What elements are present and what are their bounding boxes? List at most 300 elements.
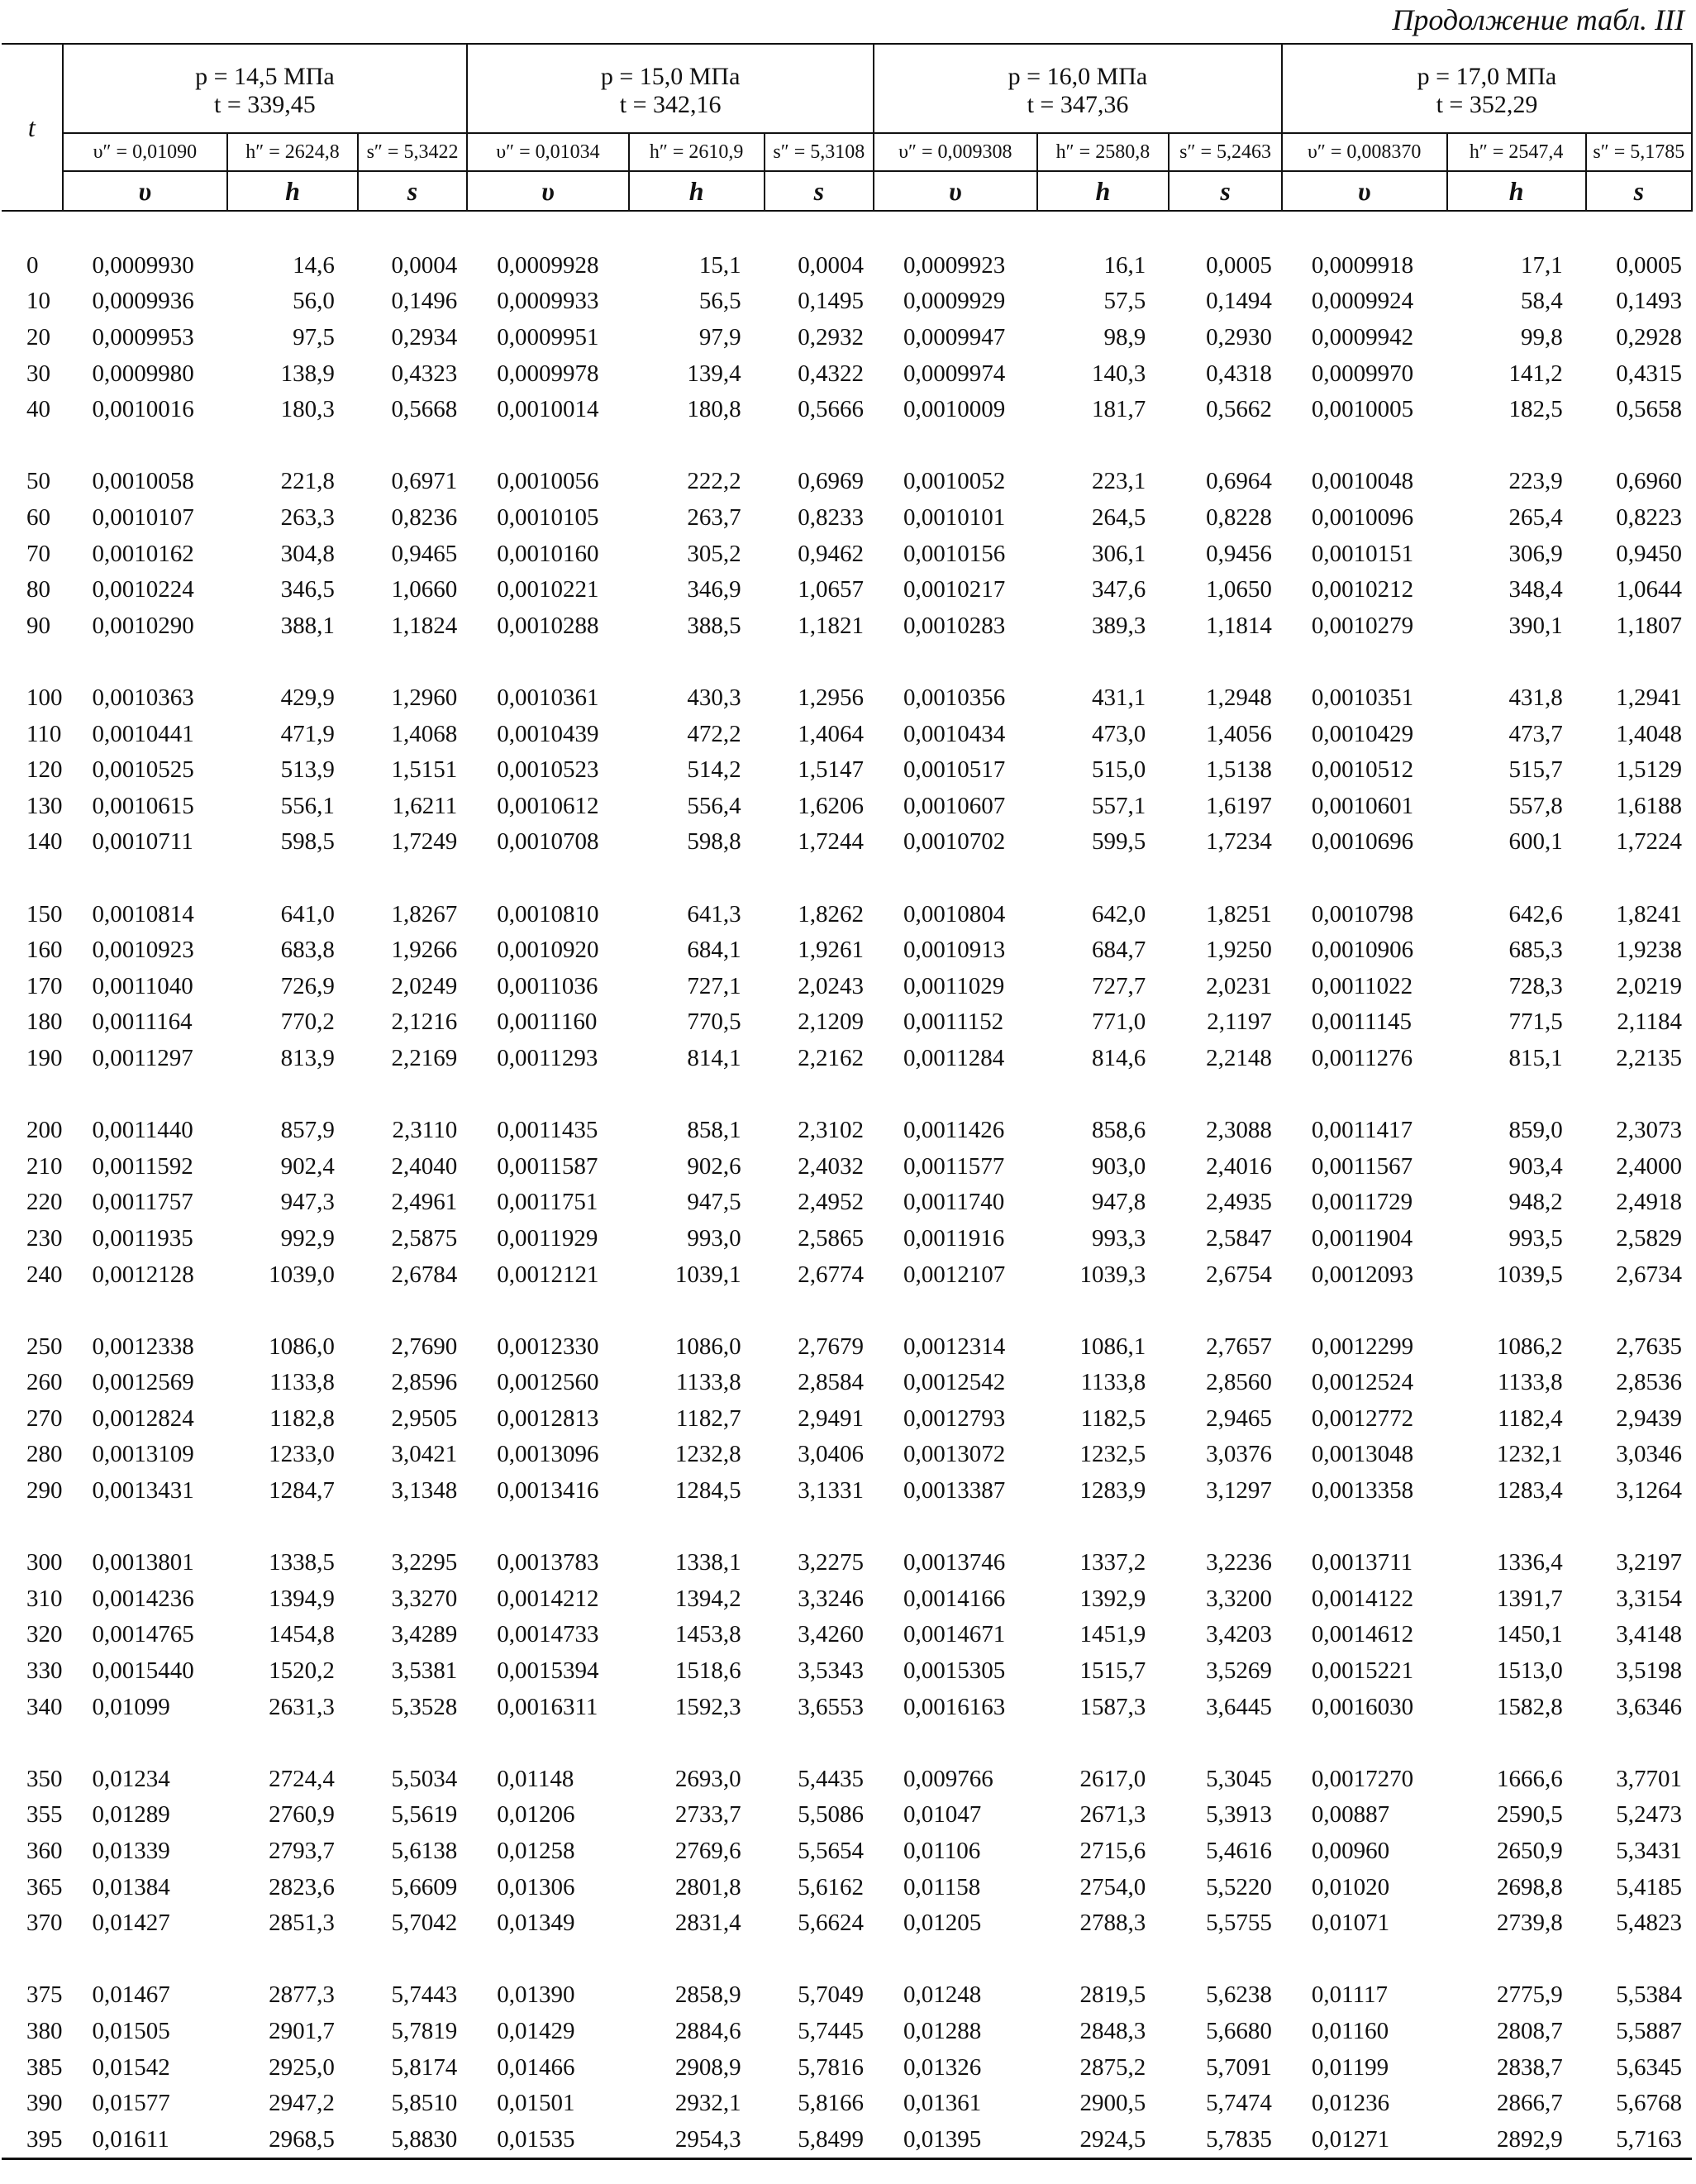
s-value: 5,7042 — [391, 1910, 458, 1937]
h-value: 430,3 — [687, 684, 741, 712]
s-value: 1,1821 — [798, 612, 865, 639]
v-value: 0,01429 — [497, 2017, 575, 2044]
group-spacer — [2, 428, 1692, 465]
h-value: 993,0 — [687, 1224, 741, 1252]
v-value: 0,0015394 — [497, 1657, 599, 1685]
h-value: 1182,7 — [675, 1404, 741, 1432]
table-row — [2, 284, 1692, 320]
col-s: s — [1586, 171, 1692, 211]
pressure-label: p = 16,0 МПа — [874, 44, 1282, 91]
h-value: 1283,4 — [1496, 1477, 1563, 1504]
v-value: 0,01542 — [92, 2053, 170, 2081]
h-value: 683,8 — [280, 937, 335, 964]
h-value: 16,1 — [1103, 251, 1146, 279]
h-value: 471,9 — [280, 720, 335, 747]
sat-s: s″ = 5,2463 — [1169, 133, 1282, 171]
s-value: 3,2295 — [391, 1549, 458, 1576]
table-row — [2, 824, 1692, 861]
s-value: 0,0005 — [1206, 251, 1272, 279]
v-value: 0,0011036 — [497, 972, 598, 999]
s-value: 0,4322 — [798, 360, 865, 387]
v-value: 0,0010906 — [1311, 937, 1414, 964]
sat-v: υ″ = 0,01034 — [467, 133, 628, 171]
t-value: 240 — [26, 1261, 63, 1288]
h-value: 857,9 — [280, 1117, 335, 1144]
s-value: 5,7443 — [391, 1981, 458, 2009]
s-value: 0,9456 — [1206, 540, 1272, 567]
s-value: 5,5034 — [391, 1765, 458, 1792]
s-value: 3,0346 — [1616, 1441, 1682, 1468]
pressure-label: p = 14,5 МПа — [63, 44, 468, 91]
h-value: 2908,9 — [674, 2053, 741, 2081]
v-value: 0,0011417 — [1311, 1117, 1413, 1144]
s-value: 5,7091 — [1206, 2053, 1272, 2081]
v-value: 0,0012330 — [497, 1333, 599, 1360]
s-value: 3,4148 — [1616, 1621, 1682, 1648]
v-value: 0,01234 — [92, 1765, 170, 1792]
v-value: 0,0010607 — [903, 792, 1006, 819]
h-value: 684,1 — [687, 937, 741, 964]
h-value: 17,1 — [1520, 251, 1563, 279]
h-value: 2848,3 — [1079, 2017, 1146, 2044]
h-value: 264,5 — [1092, 504, 1146, 532]
sat-h: h″ = 2547,4 — [1447, 133, 1586, 171]
h-value: 139,4 — [687, 360, 741, 387]
col-s: s — [1169, 171, 1282, 211]
group-spacer — [2, 211, 1692, 248]
s-value: 5,4435 — [798, 1765, 865, 1792]
table-row — [2, 355, 1692, 392]
v-value: 0,01258 — [497, 1838, 575, 1865]
h-value: 222,2 — [687, 468, 741, 495]
table-row — [2, 2014, 1692, 2050]
table-row — [2, 536, 1692, 572]
s-value: 2,0219 — [1616, 972, 1682, 999]
s-value: 2,2162 — [798, 1044, 865, 1071]
t-value: 150 — [26, 900, 63, 927]
s-value: 5,2473 — [1616, 1801, 1682, 1829]
s-value: 0,6971 — [391, 468, 458, 495]
sat-v: υ″ = 0,01090 — [63, 133, 228, 171]
col-s: s — [765, 171, 874, 211]
h-value: 2793,7 — [269, 1838, 335, 1865]
h-value: 515,0 — [1092, 756, 1146, 784]
v-value: 0,0010356 — [903, 684, 1006, 712]
h-value: 2788,3 — [1079, 1910, 1146, 1937]
s-value: 1,7234 — [1206, 828, 1272, 856]
h-value: 642,6 — [1508, 900, 1563, 927]
v-value: 0,0013096 — [497, 1441, 599, 1468]
table-row — [2, 1473, 1692, 1509]
v-value: 0,00887 — [1311, 1801, 1390, 1829]
h-value: 902,4 — [280, 1152, 335, 1180]
t-value: 70 — [26, 540, 50, 567]
v-value: 0,0013431 — [92, 1477, 194, 1504]
table-row — [2, 1689, 1692, 1725]
v-value: 0,0011740 — [903, 1189, 1005, 1216]
v-value: 0,0009953 — [92, 324, 194, 351]
saturation-temp: t = 347,36 — [874, 91, 1282, 133]
v-value: 0,0011160 — [497, 1009, 598, 1036]
s-value: 1,9266 — [391, 937, 458, 964]
s-value: 0,5662 — [1206, 396, 1272, 423]
v-value: 0,0014671 — [903, 1621, 1006, 1648]
h-value: 727,7 — [1092, 972, 1146, 999]
h-value: 472,2 — [687, 720, 741, 747]
t-value: 20 — [26, 324, 50, 351]
h-value: 771,0 — [1092, 1009, 1146, 1036]
v-value: 0,0009951 — [497, 324, 599, 351]
group-spacer — [2, 1942, 1692, 1978]
v-value: 0,0017270 — [1311, 1765, 1414, 1792]
v-value: 0,0009978 — [497, 360, 599, 387]
h-value: 2838,7 — [1496, 2053, 1563, 2081]
h-value: 2801,8 — [674, 1873, 741, 1900]
s-value: 5,7819 — [391, 2017, 458, 2044]
spacer-cell — [2, 1293, 1692, 1329]
s-value: 2,6784 — [391, 1261, 458, 1288]
h-value: 347,6 — [1092, 576, 1146, 603]
s-value: 5,7474 — [1206, 2090, 1272, 2117]
s-value: 5,7049 — [798, 1981, 865, 2009]
v-value: 0,0016163 — [903, 1693, 1006, 1720]
h-value: 1513,0 — [1496, 1657, 1563, 1685]
s-value: 5,6162 — [798, 1873, 865, 1900]
table-row — [2, 1905, 1692, 1942]
t-value: 280 — [26, 1441, 63, 1468]
table-row — [2, 932, 1692, 969]
h-value: 641,3 — [687, 900, 741, 927]
v-value: 0,01349 — [497, 1910, 575, 1937]
v-value: 0,0010363 — [92, 684, 194, 712]
spacer-cell — [2, 861, 1692, 897]
v-value: 0,01289 — [92, 1801, 170, 1829]
h-value: 514,2 — [687, 756, 741, 784]
s-value: 3,5198 — [1616, 1657, 1682, 1685]
s-value: 3,3270 — [391, 1585, 458, 1612]
h-value: 770,5 — [687, 1009, 741, 1036]
v-value: 0,0010798 — [1311, 900, 1414, 927]
v-value: 0,0012128 — [92, 1261, 194, 1288]
s-value: 5,6345 — [1616, 2053, 1682, 2081]
h-value: 2671,3 — [1079, 1801, 1146, 1829]
s-value: 2,6774 — [798, 1261, 865, 1288]
table-row — [2, 464, 1692, 500]
h-value: 858,6 — [1092, 1117, 1146, 1144]
h-value: 431,1 — [1092, 684, 1146, 712]
s-value: 1,7244 — [798, 828, 865, 856]
s-value: 3,3200 — [1206, 1585, 1272, 1612]
v-value: 0,009766 — [903, 1765, 993, 1792]
table-row — [2, 1365, 1692, 1401]
h-value: 2819,5 — [1079, 1981, 1146, 2009]
page-header: Продолжение табл. III — [1392, 3, 1684, 36]
h-value: 97,9 — [698, 324, 741, 351]
v-value: 0,0010523 — [497, 756, 599, 784]
s-value: 2,4000 — [1616, 1152, 1682, 1180]
h-value: 181,7 — [1092, 396, 1146, 423]
t-value: 160 — [26, 937, 63, 964]
table-row — [2, 1545, 1692, 1581]
h-value: 2851,3 — [269, 1910, 335, 1937]
spacer-cell — [2, 1076, 1692, 1113]
h-value: 2698,8 — [1496, 1873, 1563, 1900]
table-row — [2, 320, 1692, 356]
h-value: 770,2 — [280, 1009, 335, 1036]
v-value: 0,0010708 — [497, 828, 599, 856]
v-value: 0,0012338 — [92, 1333, 194, 1360]
h-value: 727,1 — [687, 972, 741, 999]
v-value: 0,01501 — [497, 2090, 575, 2117]
s-value: 5,3528 — [391, 1693, 458, 1720]
h-value: 2775,9 — [1496, 1981, 1563, 2009]
v-value: 0,0010221 — [497, 576, 599, 603]
v-value: 0,0010361 — [497, 684, 599, 712]
t-value: 270 — [26, 1404, 63, 1432]
t-value: 230 — [26, 1224, 63, 1252]
h-value: 903,4 — [1508, 1152, 1563, 1180]
s-value: 0,2934 — [391, 324, 458, 351]
s-value: 3,4260 — [798, 1621, 865, 1648]
s-value: 0,2928 — [1616, 324, 1682, 351]
v-value: 0,0009980 — [92, 360, 194, 387]
table-header — [2, 44, 1692, 211]
s-value: 0,8236 — [391, 504, 458, 532]
h-value: 180,3 — [280, 396, 335, 423]
v-value: 0,0010048 — [1311, 468, 1414, 495]
h-value: 1232,5 — [1079, 1441, 1146, 1468]
h-value: 598,5 — [280, 828, 335, 856]
v-value: 0,0010512 — [1311, 756, 1414, 784]
s-value: 0,1493 — [1616, 288, 1682, 315]
v-value: 0,0010288 — [497, 612, 599, 639]
table-row — [2, 716, 1692, 752]
h-value: 557,1 — [1092, 792, 1146, 819]
h-value: 1284,7 — [269, 1477, 335, 1504]
t-value: 10 — [26, 288, 50, 315]
table-row — [2, 1221, 1692, 1257]
s-value: 5,8499 — [765, 2121, 874, 2158]
h-value: 2875,2 — [1079, 2053, 1146, 2081]
v-value: 0,0011916 — [903, 1224, 1005, 1252]
s-value: 1,1807 — [1616, 612, 1682, 639]
h-value: 99,8 — [1520, 324, 1563, 351]
t-value: 330 — [26, 1657, 63, 1685]
s-value: 2,4918 — [1616, 1189, 1682, 1216]
v-value: 0,0009928 — [497, 251, 599, 279]
s-value: 1,2956 — [798, 684, 865, 712]
v-value: 0,01271 — [1282, 2121, 1447, 2158]
s-value: 2,4935 — [1206, 1189, 1272, 1216]
group-spacer — [2, 644, 1692, 680]
s-value: 3,6445 — [1206, 1693, 1272, 1720]
t-value: 110 — [26, 720, 62, 747]
s-value: 2,0243 — [798, 972, 865, 999]
s-value: 1,0660 — [391, 576, 458, 603]
h-value: 2808,7 — [1496, 2017, 1563, 2044]
v-value: 0,0010101 — [903, 504, 1006, 532]
h-value: 1233,0 — [269, 1441, 335, 1468]
h-value: 598,8 — [687, 828, 741, 856]
s-value: 5,7816 — [798, 2053, 865, 2081]
table-row — [2, 896, 1692, 932]
v-value: 0,0009924 — [1311, 288, 1414, 315]
v-value: 0,01206 — [497, 1801, 575, 1829]
table-row — [2, 789, 1692, 825]
v-value: 0,0011587 — [497, 1152, 598, 1180]
h-value: 2617,0 — [1079, 1765, 1146, 1792]
s-value: 3,0406 — [798, 1441, 865, 1468]
s-value: 0,2930 — [1206, 324, 1272, 351]
v-value: 0,01395 — [874, 2121, 1037, 2158]
s-value: 5,3913 — [1206, 1801, 1272, 1829]
t-value: 130 — [26, 792, 63, 819]
s-value: 2,4961 — [391, 1189, 458, 1216]
h-value: 641,0 — [280, 900, 335, 927]
s-value: 3,4203 — [1206, 1621, 1272, 1648]
t-value: 0 — [26, 251, 39, 279]
s-value: 5,6238 — [1206, 1981, 1272, 2009]
h-value: 1454,8 — [269, 1621, 335, 1648]
t-value: 310 — [26, 1585, 63, 1612]
h-value: 2924,5 — [1037, 2121, 1170, 2158]
col-v: υ — [467, 171, 628, 211]
s-value: 1,8241 — [1616, 900, 1682, 927]
v-value: 0,0013387 — [903, 1477, 1006, 1504]
s-value: 5,3431 — [1616, 1838, 1682, 1865]
h-value: 859,0 — [1508, 1117, 1563, 1144]
h-value: 306,1 — [1092, 540, 1146, 567]
h-value: 2715,6 — [1079, 1838, 1146, 1865]
table-row — [2, 1437, 1692, 1473]
col-h: h — [1447, 171, 1586, 211]
table-row — [2, 2049, 1692, 2086]
s-value: 5,7835 — [1169, 2121, 1282, 2158]
s-value: 2,8560 — [1206, 1369, 1272, 1396]
h-value: 1338,5 — [269, 1549, 335, 1576]
s-value: 5,7163 — [1586, 2121, 1692, 2158]
v-value: 0,01160 — [1311, 2017, 1389, 2044]
v-value: 0,0013358 — [1311, 1477, 1414, 1504]
s-value: 2,8584 — [798, 1369, 865, 1396]
h-value: 390,1 — [1508, 612, 1563, 639]
h-value: 1336,4 — [1496, 1549, 1563, 1576]
v-value: 0,0011284 — [903, 1044, 1005, 1071]
s-value: 2,3110 — [392, 1117, 458, 1144]
h-value: 2754,0 — [1079, 1873, 1146, 1900]
s-value: 1,6188 — [1616, 792, 1682, 819]
v-value: 0,0011029 — [903, 972, 1005, 999]
s-value: 2,5875 — [391, 1224, 458, 1252]
s-value: 2,2169 — [391, 1044, 458, 1071]
s-value: 0,2932 — [798, 324, 865, 351]
v-value: 0,0010711 — [92, 828, 193, 856]
t-value: 385 — [26, 2053, 63, 2081]
h-value: 1232,8 — [674, 1441, 741, 1468]
h-value: 903,0 — [1092, 1152, 1146, 1180]
v-value: 0,0011757 — [92, 1189, 193, 1216]
s-value: 5,4185 — [1616, 1873, 1682, 1900]
v-value: 0,0011592 — [92, 1152, 193, 1180]
table-row — [2, 500, 1692, 536]
table-row — [2, 1185, 1692, 1221]
s-value: 2,7690 — [391, 1333, 458, 1360]
h-value: 2631,3 — [269, 1693, 335, 1720]
h-value: 346,5 — [280, 576, 335, 603]
v-value: 0,0009936 — [92, 288, 194, 315]
v-value: 0,01205 — [903, 1910, 982, 1937]
v-value: 0,01339 — [92, 1838, 170, 1865]
v-value: 0,0014765 — [92, 1621, 194, 1648]
s-value: 1,6211 — [392, 792, 458, 819]
h-value: 221,8 — [280, 468, 335, 495]
s-value: 3,1264 — [1616, 1477, 1682, 1504]
s-value: 1,2941 — [1616, 684, 1682, 712]
s-value: 0,5666 — [798, 396, 865, 423]
s-value: 5,3045 — [1206, 1765, 1272, 1792]
spacer-cell — [2, 1942, 1692, 1978]
h-value: 1086,2 — [1496, 1333, 1563, 1360]
s-value: 1,8262 — [798, 900, 865, 927]
h-value: 2760,9 — [269, 1801, 335, 1829]
v-value: 0,0010696 — [1311, 828, 1414, 856]
s-value: 5,4823 — [1616, 1910, 1682, 1937]
v-value: 0,0010525 — [92, 756, 194, 784]
s-value: 0,5658 — [1616, 396, 1682, 423]
s-value: 3,5269 — [1206, 1657, 1272, 1685]
s-value: 1,6197 — [1206, 792, 1272, 819]
v-value: 0,0009947 — [903, 324, 1006, 351]
h-value: 2968,5 — [227, 2121, 358, 2158]
t-value: 100 — [26, 684, 63, 712]
col-h: h — [629, 171, 765, 211]
h-value: 2650,9 — [1496, 1838, 1563, 1865]
h-value: 306,9 — [1508, 540, 1563, 567]
h-value: 388,1 — [280, 612, 335, 639]
s-value: 2,1216 — [391, 1009, 458, 1036]
t-value: 370 — [26, 1910, 63, 1937]
v-value: 0,01535 — [467, 2121, 628, 2158]
v-value: 0,0010429 — [1311, 720, 1414, 747]
t-value: 50 — [26, 468, 50, 495]
h-value: 141,2 — [1508, 360, 1563, 387]
h-value: 1391,7 — [1496, 1585, 1563, 1612]
sat-v: υ″ = 0,008370 — [1282, 133, 1447, 171]
t-value: 320 — [26, 1621, 63, 1648]
h-value: 814,1 — [687, 1044, 741, 1071]
h-value: 1133,8 — [1080, 1369, 1146, 1396]
table-row — [2, 1148, 1692, 1185]
table-row — [2, 1328, 1692, 1365]
table-row — [2, 572, 1692, 608]
h-value: 771,5 — [1508, 1009, 1563, 1036]
sat-h: h″ = 2580,8 — [1037, 133, 1170, 171]
t-value: 350 — [26, 1765, 63, 1792]
t-value: 90 — [26, 612, 50, 639]
h-value: 685,3 — [1508, 937, 1563, 964]
s-value: 0,0005 — [1616, 251, 1682, 279]
v-value: 0,01427 — [92, 1910, 170, 1937]
h-value: 684,7 — [1092, 937, 1146, 964]
s-value: 5,5887 — [1616, 2017, 1682, 2044]
t-value: 80 — [26, 576, 50, 603]
h-value: 993,5 — [1508, 1224, 1563, 1252]
t-value: 210 — [26, 1152, 63, 1180]
h-value: 1592,3 — [674, 1693, 741, 1720]
table-body — [2, 211, 1692, 2159]
h-value: 814,6 — [1092, 1044, 1146, 1071]
s-value: 1,4068 — [391, 720, 458, 747]
